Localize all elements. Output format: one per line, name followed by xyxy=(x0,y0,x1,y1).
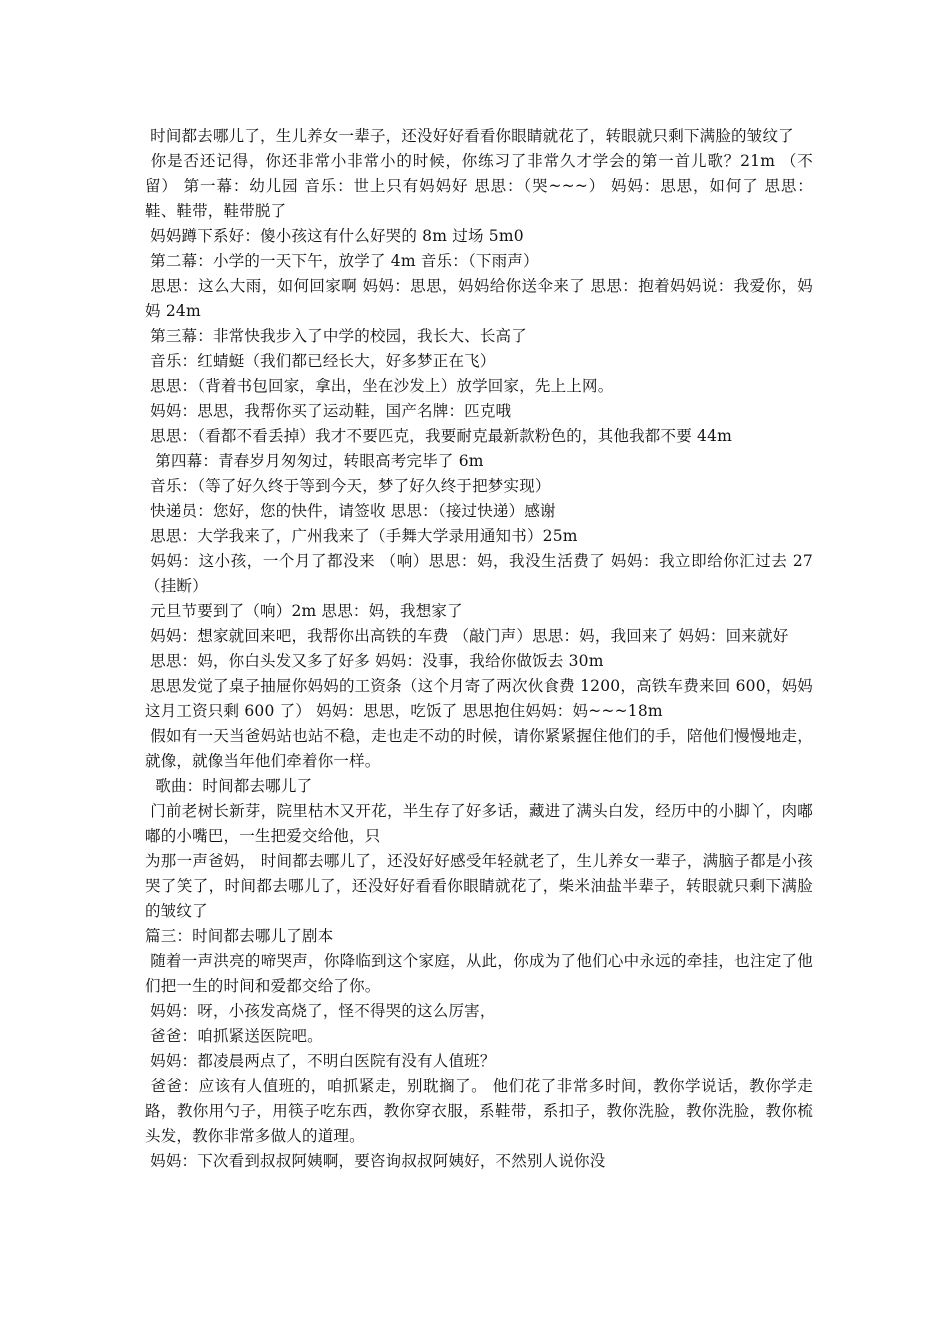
paragraph-29: 爸爸：应该有人值班的，咱抓紧走，别耽搁了。 他们花了非常多时间，教你学说话，教你学走路，教你用勺子，用筷子吃东西，教你穿衣服，系鞋带，系扣子，教你洗脸，教你洗脸，教你梳头发，教你非常多做人的道理。 xyxy=(145,1077,813,1145)
paragraph-11: 第四幕：青春岁月匆匆过，转眼高考完毕了 6m xyxy=(145,452,484,470)
paragraph-6: 第三幕：非常快我步入了中学的校园，我长大、长高了 xyxy=(145,327,527,345)
paragraph-8: 思思：（背着书包回家，拿出，坐在沙发上）放学回家，先上上网。 xyxy=(145,377,614,395)
paragraph-16: 元旦节要到了（响）2m 思思：妈，我想家了 xyxy=(145,602,463,620)
paragraph-12: 音乐：（等了好久终于等到今天，梦了好久终于把梦实现） xyxy=(145,477,551,495)
paragraph-26: 妈妈：呀，小孩发高烧了，怪不得哭的这么厉害， xyxy=(145,1002,496,1020)
paragraph-18: 思思：妈，你白头发又多了好多 妈妈：没事，我给你做饭去 30m xyxy=(145,652,604,670)
paragraph-23: 为那一声爸妈， 时间都去哪儿了，还没好好感受年轻就老了，生儿养女一辈子，满脑子都是小孩哭了笑了，时间都去哪儿了，还没好好看看你眼睛就花了，柴米油盐半辈子，转眼就只剩下满脸的皱纹了 xyxy=(145,852,813,920)
paragraph-10: 思思：（看都不看丢掉）我才不要匹克，我要耐克最新款粉色的，其他我都不要 44m xyxy=(145,427,733,445)
paragraph-20: 假如有一天当爸妈站也站不稳，走也走不动的时候，请你紧紧握住他们的手，陪他们慢慢地走，就像，就像当年他们牵着你一样。 xyxy=(145,727,813,770)
paragraph-19: 思思发觉了桌子抽屉你妈妈的工资条（这个月寄了两次伙食费 1200，高铁车费来回 600，妈妈这月工资只剩 600 了） 妈妈：思思，吃饭了 思思抱住妈妈：妈~~~18m xyxy=(145,677,813,720)
paragraph-27: 爸爸：咱抓紧送医院吧。 xyxy=(145,1027,323,1045)
paragraph-15: 妈妈：这小孩，一个月了都没来 （响）思思：妈，我没生活费了 妈妈：我立即给你汇过去 27 （挂断） xyxy=(145,552,819,595)
paragraph-21: 歌曲：时间都去哪儿了 xyxy=(145,777,313,795)
paragraph-4: 第二幕：小学的一天下午，放学了 4m 音乐：（下雨声） xyxy=(145,252,539,270)
paragraph-14: 思思：大学我来了，广州我来了（手舞大学录用通知书）25m xyxy=(145,527,578,545)
paragraph-30: 妈妈：下次看到叔叔阿姨啊，要咨询叔叔阿姨好，不然别人说你没 xyxy=(145,1152,606,1170)
paragraph-2: 你是否还记得，你还非常小非常小的时候，你练习了非常久才学会的第一首儿歌？21m （不留） 第一幕：幼儿园 音乐：世上只有妈妈好 思思：（哭~~~） 妈妈：思思，如何了 思思：鞋、鞋带，鞋带脱了 xyxy=(145,152,813,220)
paragraph-7: 音乐：红蜻蜓（我们都已经长大，好多梦正在飞） xyxy=(145,352,496,370)
paragraph-22: 门前老树长新芽，院里枯木又开花，半生存了好多话，藏进了满头白发，经历中的小脚丫，肉嘟嘟的小嘴巴，一生把爱交给他，只 xyxy=(145,802,813,845)
paragraph-28: 妈妈：都凌晨两点了，不明白医院有没有人值班？ xyxy=(145,1052,496,1070)
section-heading: 篇三：时间都去哪儿了剧本 xyxy=(145,927,334,945)
paragraph-3: 妈妈蹲下系好：傻小孩这有什么好哭的 8m 过场 5m0 xyxy=(145,227,524,245)
paragraph-1: 时间都去哪儿了，生儿养女一辈子，还没好好看看你眼睛就花了，转眼就只剩下满脸的皱纹了 xyxy=(145,127,794,145)
document-body xyxy=(145,124,819,1174)
paragraph-17: 妈妈：想家就回来吧，我帮你出高铁的车费 （敲门声）思思：妈，我回来了 妈妈：回来就好 xyxy=(145,627,789,645)
paragraph-25: 随着一声洪亮的啼哭声，你降临到这个家庭，从此，你成为了他们心中永远的牵挂，也注定了他们把一生的时间和爱都交给了你。 xyxy=(145,952,813,995)
paragraph-9: 妈妈：思思，我帮你买了运动鞋，国产名牌：匹克哦 xyxy=(145,402,512,420)
paragraph-13: 快递员：您好，您的快件，请签收 思思：（接过快递）感谢 xyxy=(145,502,556,520)
paragraph-5: 思思：这么大雨，如何回家啊 妈妈：思思，妈妈给你送伞来了 思思：抱着妈妈说：我爱你，妈妈 24m xyxy=(145,277,813,320)
